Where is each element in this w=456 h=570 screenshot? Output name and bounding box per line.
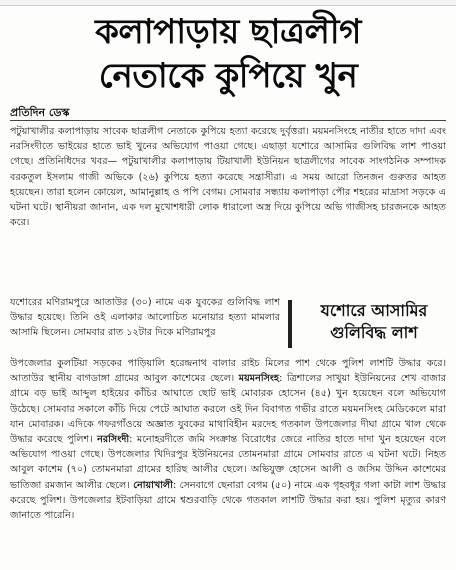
subheading-line-2: গুলিবিদ্ধ লাশ bbox=[330, 323, 418, 342]
byline: প্রতিদিন ডেস্ক bbox=[10, 106, 70, 119]
article-body-bottom bbox=[10, 356, 446, 568]
subheading-box bbox=[288, 300, 446, 348]
headline bbox=[20, 10, 436, 98]
paragraph-narsingdi: : মনোহরদীতে জমি সংক্রান্ত বিরোধের জেরে নাতির হাতে দাদা খুন হয়েছেন বলে অভিযোগ পাওয়া গেছে। উপজেলার খিদিরপুর ইউনিয়নের তোমনমারা গ্রামে সোমবার রাতে এ ঘটনা ঘটে। নিহত আবুল কাশেম (৭০) তোমনমারা গ্রামের হারিছ আলীর ছেলে। অভিযুক্ত হোসেন আলী ও জসিম উদ্দিন কাশেমের ভাতিজা রমজান আলীর ছেলে। bbox=[10, 434, 446, 491]
article-body-jessore-column bbox=[10, 295, 280, 355]
headline-line-1: কলাপাড়ায় ছাত্রলীগ bbox=[95, 12, 361, 52]
paragraph-intro: পটুয়াখালীর কলাপাড়ায় সাবেক ছাত্রলীগ নেতাকে কুপিয়ে হত্যা করেছে দুর্বৃত্তরা। ময়মনসিংহে নাতীর হাতে দাদা এবং নরসিংদীতে ভাইয়ের হাতে ভাই খুনের অভিযোগ পাওয়া গেছে। এছাড়া যশোরে আসামির গুলিবিদ্ধ লাশ পাওয়া গেছে। প্রতিনিধিদের খবর— পটুয়াখালীর কলাপাড়ায় টিয়াখালী ইউনিয়ন ছাত্রলীগের সাবেক সাংগঠনিক সম্পাদক বরকতুল ইসলাম গাজী অভিকে (২৬) কুপিয়ে হত্যা করেছে সন্ত্রাসীরা। এ সময় আরো তিনজন গুরুতর আহত হয়েছেন। তারা হলেন কোয়েল, আমানুল্লাহ ও পপি বেগম। সোমবার সন্ধ্যায় কলাপাড়া পৌর শহরের মাদ্রাসা সড়কে এ ঘটনা ঘটে। স্থানীয়রা জানান, এক দল মুখোশধারী লোক ধারালো অস্ত্র দিয়ে কুপিয়ে অভি গাজীসহ চারজনকে আহত করে। bbox=[10, 126, 446, 229]
paragraph-continuation bbox=[10, 356, 446, 523]
subheading-line-1: যশোরে আসামির bbox=[320, 301, 428, 320]
paragraph-jessore-continued: উপজেলার কুলটিয়া সড়কের পাড়িয়ালি হরেন্দ্রনাথ বালার রাইচ মিলের পাশ থেকে পুলিশ লাশটি উদ্ধার করে। আতাউর স্থানীয় বাগডাঙ্গা গ্রামের আবুল কাশেমের ছেলে। bbox=[10, 358, 446, 385]
paragraph-noakhali: : সেনবাগে ছেনারা বেগম (৫০) নামে এক গৃহবধূর গলা কাটা লাশ উদ্ধার করেছে পুলিশ। উপজেলার ইটবাড়িয়া গ্রামে শ্বশুরবাড়ি থেকে গতকাল লাশটি উদ্ধার করা হয়। পুলিশ মৃত্যুর কারণ জানাতে পারেনি। bbox=[10, 479, 446, 522]
byline-divider bbox=[10, 120, 446, 121]
dateline-noakhali: নোয়াখালী bbox=[133, 479, 173, 491]
headline-line-2: নেতাকে কুপিয়ে খুন bbox=[98, 56, 358, 96]
paragraph-jessore: যশোরের মণিরামপুরে আতাউর (৩০) নামে এক যুবকের গুলিবিদ্ধ লাশ উদ্ধার হয়েছে। তিনি ওই এলাকার আলোচিত মনোয়ার হত্যা মামলার আসামি ছিলেন। সোমবার রাত ১২টার দিকে মণিরামপুর bbox=[10, 297, 280, 339]
paragraph-mymensingh: : ত্রিশালের সাখুয়া ইউনিয়নের শেখ বাজার গ্রামে বড় ভাই আব্দুল হাইয়ের কাঁচির আঘাতে ছোট ভাই মোবারক হোসেন (৪৫) খুন হয়েছেন বলে অভিযোগ উঠেছে। সোমবার সকালে কাঁচি দিয়ে পেটে আঘাত করলে ওই দিন বিবাগত গভীর রাতে ময়মনসিংহ মেডিকেলে মারা যান মোবারক। এদিকে গফরগাঁওয়ে অজ্ঞাত যুবকের মাথাবিহীন মরদেহ গতকাল উপজেলার দীঘা গ্রামে খাল থেকে উদ্ধার করেছে পুলিশ। bbox=[10, 373, 446, 446]
dateline-mymensingh: ময়মনসিংহ bbox=[238, 373, 280, 385]
previous-article-edge bbox=[0, 0, 456, 6]
dateline-narsingdi: নরসিংদী bbox=[97, 434, 130, 446]
article-body-top bbox=[10, 124, 446, 294]
